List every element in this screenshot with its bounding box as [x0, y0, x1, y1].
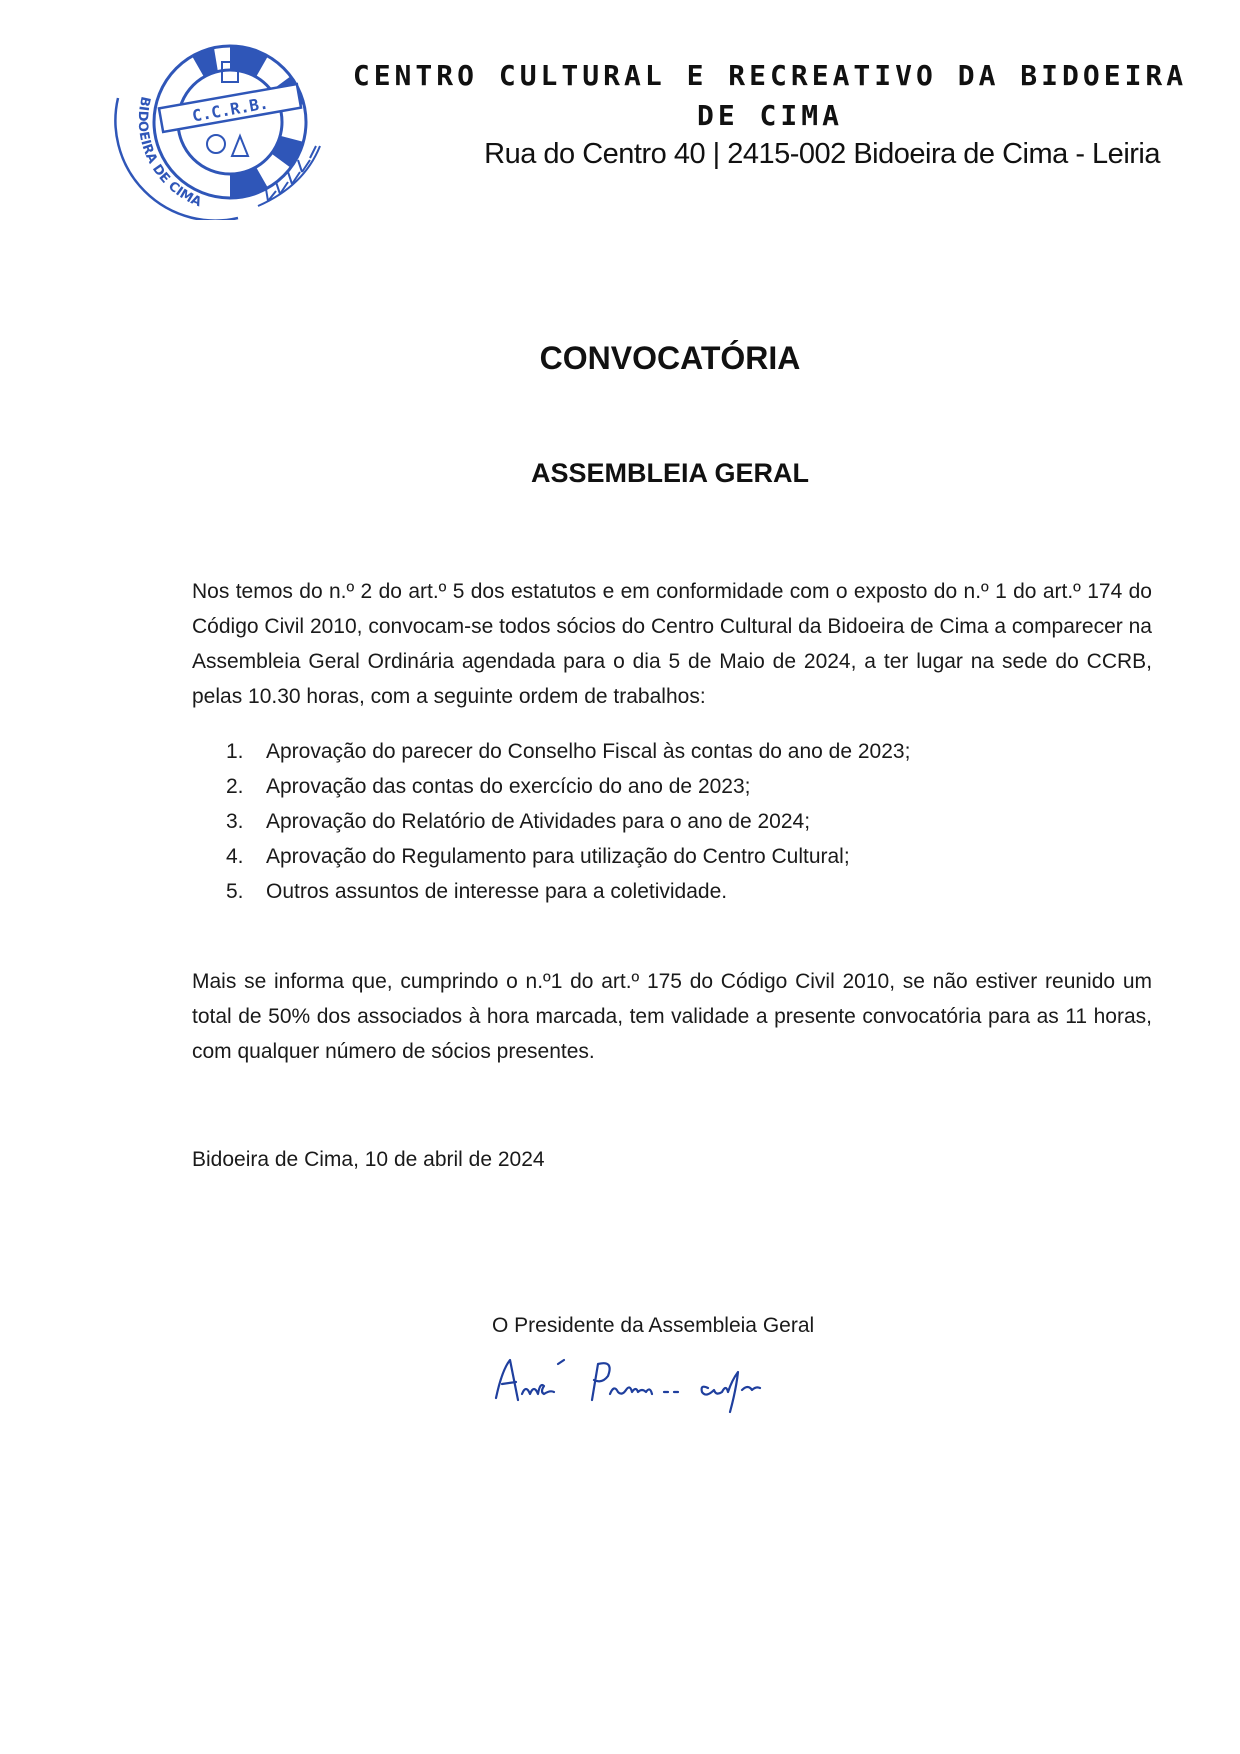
organization-address: Rua do Centro 40 | 2415-002 Bidoeira de Cima - Leiria [484, 138, 1160, 170]
agenda-list [226, 734, 1126, 909]
svg-text:C.C.R.B.: C.C.R.B. [190, 93, 270, 126]
agenda-item-number: 4. [226, 845, 244, 868]
agenda-item-text: Aprovação do Regulamento para utilização do Centro Cultural; [266, 845, 850, 868]
ccrb-seal-logo [108, 36, 332, 220]
place-and-date: Bidoeira de Cima, 10 de abril de 2024 [192, 1148, 545, 1171]
agenda-item-text: Aprovação do parecer do Conselho Fiscal às contas do ano de 2023; [266, 740, 911, 763]
signatory-title: O Presidente da Assembleia Geral [492, 1314, 815, 1337]
organization-name: CENTRO CULTURAL E RECREATIVO DA BIDOEIRA DE CIMA [352, 59, 1188, 132]
intro-paragraph: Nos temos do n.º 2 do art.º 5 dos estatutos e em conformidade com o exposto do n.º 1 do art.º 174 do Código Civil 2010, convocam-se todos sócios do Centro Cultural da Bidoeira de Cima a comparecer na Assembleia Geral Ordinária agendada para o dia 5 de Maio de 2024, a ter lugar na sede do CCRB, pelas 10.30 horas, com a seguinte ordem de trabalhos: [192, 580, 1152, 708]
agenda-item-number: 3. [226, 810, 244, 833]
agenda-item-text: Aprovação das contas do exercício do ano de 2023; [266, 775, 751, 798]
agenda-item [226, 804, 1126, 839]
closing-paragraph: Mais se informa que, cumprindo o n.º1 do art.º 175 do Código Civil 2010, se não estiver reunido um total de 50% dos associados à hora marcada, tem validade a presente convocatória para as 11 horas, com qualquer número de sócios presentes. [192, 970, 1152, 1063]
agenda-item-number: 2. [226, 775, 244, 798]
agenda-item [226, 769, 1126, 804]
agenda-item [226, 874, 1126, 909]
agenda-item-number: 5. [226, 880, 244, 903]
svg-text:BIDOEIRA DE CIMA: BIDOEIRA DE CIMA [134, 94, 204, 211]
document-subtitle: ASSEMBLEIA GERAL [530, 458, 809, 488]
document-title: CONVOCATÓRIA [539, 340, 801, 376]
handwritten-signature [488, 1350, 818, 1420]
agenda-item-number: 1. [226, 740, 244, 763]
agenda-item-text: Aprovação do Relatório de Atividades para o ano de 2024; [266, 810, 811, 833]
agenda-item-text: Outros assuntos de interesse para a coletividade. [266, 880, 728, 903]
agenda-item [226, 734, 1126, 769]
agenda-item [226, 839, 1126, 874]
